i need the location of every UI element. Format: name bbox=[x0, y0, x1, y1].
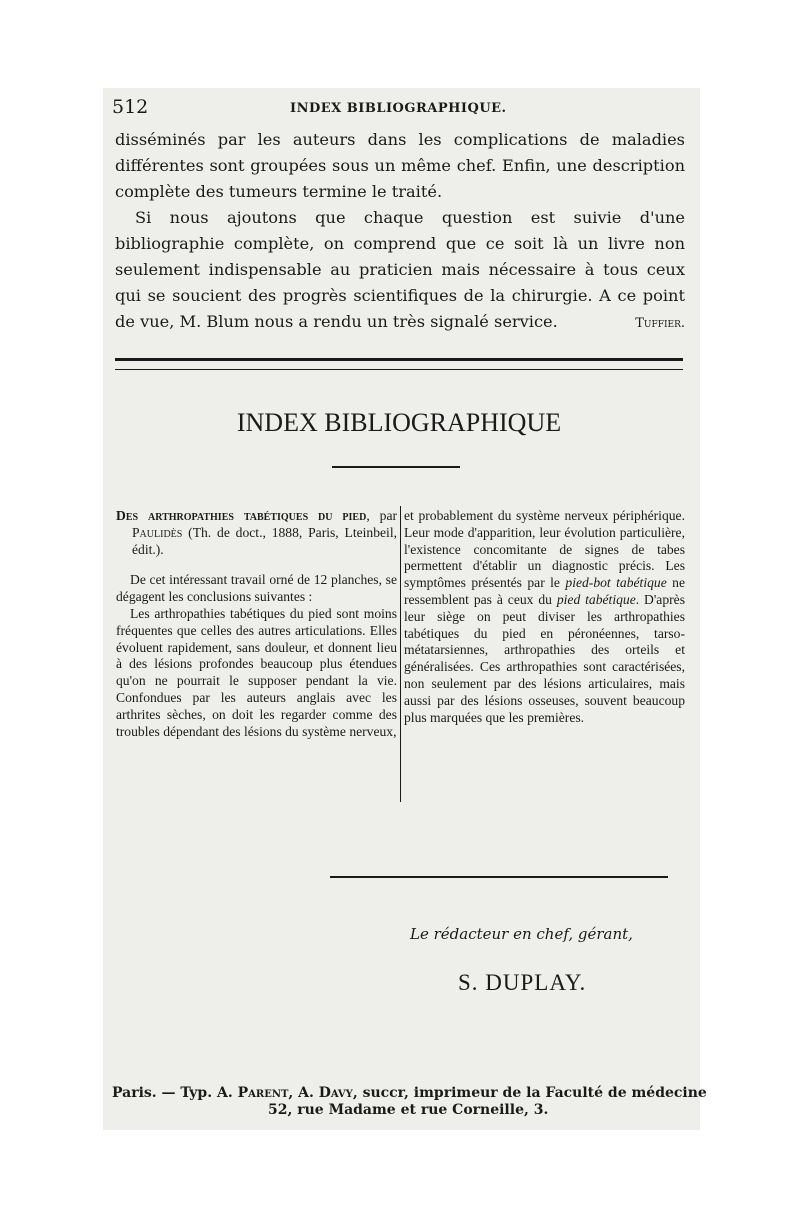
editor-name: S. DUPLAY. bbox=[458, 970, 587, 995]
entry-column-left bbox=[116, 508, 397, 740]
intro-paragraph-2 bbox=[115, 205, 685, 335]
title-underline bbox=[332, 466, 460, 468]
entry-title: Des arthropathies tabétiques du pied bbox=[116, 508, 367, 523]
intro-paragraph-2-text: Si nous ajoutons que chaque question est suivie d'une bibliographie complète, on comprend que ce soit là un livre non seulement indispensable au praticien mais nécessaire à tous ceux qui se soucient des progrès scientifiques de la chirurgie. A ce point de vue, M. Blum nous a rendu un très signalé service. bbox=[115, 208, 685, 331]
imprint-line-2: 52, rue Madame et rue Corneille, 3. bbox=[268, 1102, 549, 1118]
entry-paragraph-3-part-b: ne ressemblent pas à ceux du bbox=[404, 575, 685, 607]
entry-paragraph-1: De cet intéressant travail orné de 12 planches, se dégagent les conclusions suivantes : bbox=[116, 572, 397, 605]
section-title: INDEX BIBLIOGRAPHIQUE bbox=[236, 408, 562, 437]
imprint-line-1 bbox=[112, 1085, 707, 1101]
entry-column-right bbox=[404, 508, 685, 726]
entry-author: Paulidès bbox=[132, 524, 183, 540]
intro-text bbox=[115, 127, 685, 337]
entry-heading bbox=[116, 508, 397, 558]
intro-paragraph-1: disséminés par les auteurs dans les complications de maladies différentes sont groupées sous un même chef. Enfin, une description complète des tumeurs termine le traité. bbox=[115, 130, 685, 201]
entry-paragraph-3-part-c: . D'après leur siège on peut diviser les arthropathies tabétiques du pied en péronéennes, tarso-métatarsiennes, arthropathies des orteils et généralisées. Ces arthropathies sont caractérisées, non seulement par des lésions articulaires, mais aussi par des lésions osseuses, souvent beaucoup plus marquées que les premières. bbox=[404, 591, 685, 725]
editor-label: Le rédacteur en chef, gérant, bbox=[410, 925, 633, 943]
entry-paragraph-3 bbox=[404, 508, 685, 726]
imprint-role: succr, imprimeur de la Faculté de médecine bbox=[357, 1085, 707, 1101]
column-divider bbox=[400, 506, 401, 802]
closing-rule bbox=[330, 876, 668, 878]
entry-heading-by: , par bbox=[366, 508, 398, 523]
page-number: 512 bbox=[112, 96, 149, 118]
entry-paragraph-2: Les arthropathies tabétiques du pied sont moins fréquentes que celles des autres articulations. Elles évoluent rapidement, sans douleur, et donnent lieu à des lésions profondes beaucoup plus étendues qu'on ne pourrait le supposer pendant la vie. Confondues par les auteurs anglais avec les arthrites sèches, on doit les regarder comme des troubles dépendant des lésions du système nerveux, bbox=[116, 605, 397, 739]
running-title: INDEX BIBLIOGRAPHIQUE. bbox=[290, 101, 507, 116]
emphasis-pied-tabetique: pied tabétique bbox=[556, 591, 636, 607]
section-double-rule-top bbox=[115, 358, 683, 361]
imprint-printers: Parent, A. Davy, bbox=[237, 1085, 358, 1101]
emphasis-pied-bot: pied-bot tabétique bbox=[565, 575, 667, 591]
section-double-rule-bottom bbox=[115, 369, 683, 370]
review-signature: Tuffier. bbox=[635, 316, 685, 331]
imprint-city: Paris. — Typ. A. bbox=[112, 1085, 238, 1101]
entry-publication: (Th. de doct., 1888, Paris, Lteinbeil, édit.). bbox=[132, 524, 397, 557]
entry-paragraph-3-part-a: et probablement du système nerveux périphérique. Leur mode d'apparition, leur évolution particulière, l'existence concomitante de signes de tabes permettent d'établir un diagnostic précis. Les symptômes présentés par le bbox=[404, 508, 685, 591]
